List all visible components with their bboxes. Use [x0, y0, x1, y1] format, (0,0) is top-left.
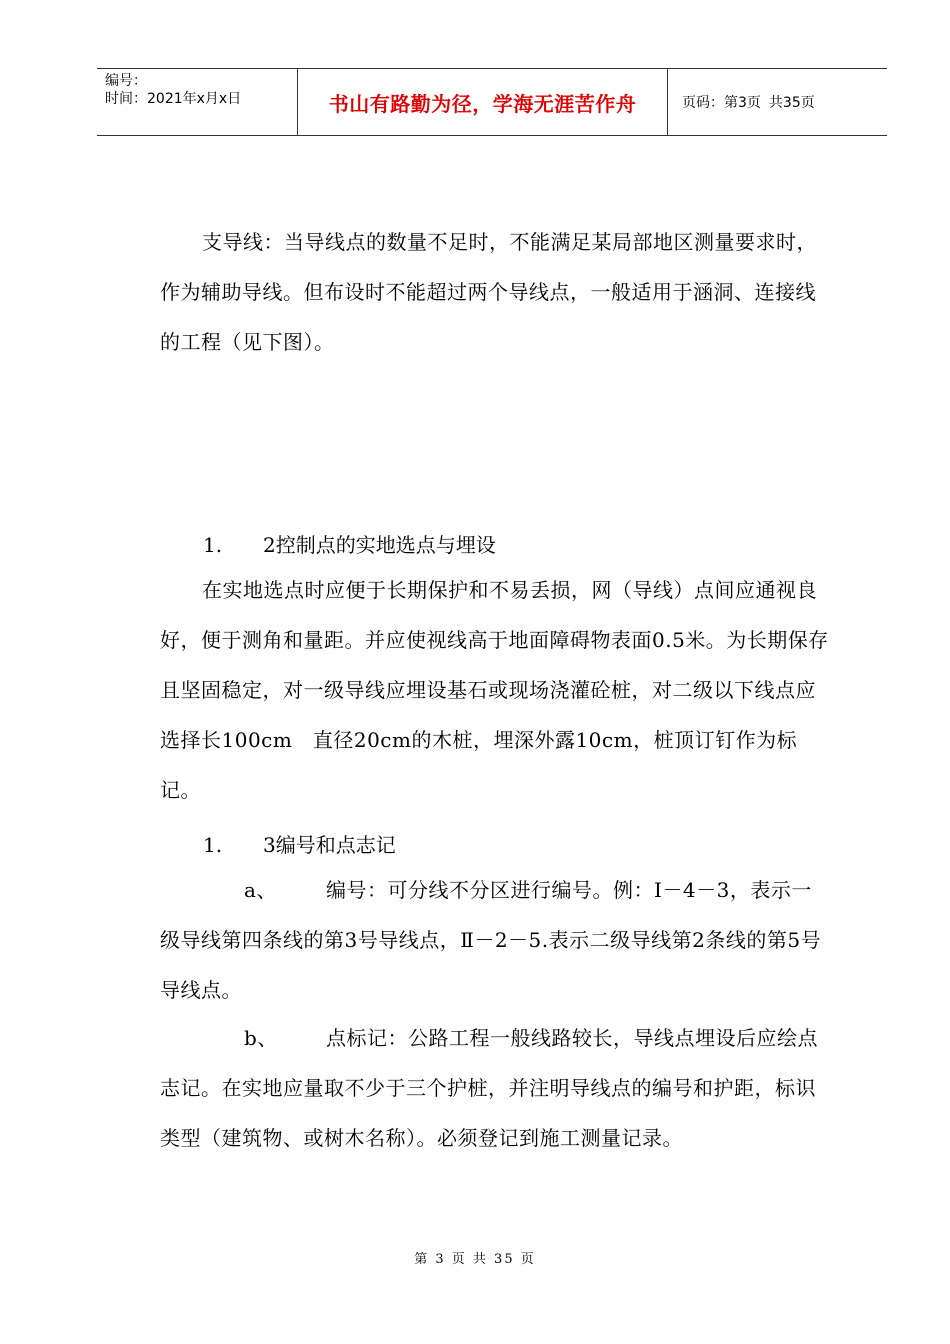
- list-item-a: [160, 865, 830, 1015]
- section-number: 1.: [203, 833, 223, 857]
- header-motto: 书山有路勤为径，学海无涯苦作舟: [298, 69, 668, 135]
- section-heading-1-3: [203, 829, 396, 858]
- section-title: 3编号和点志记: [263, 833, 396, 857]
- list-item-b: [160, 1013, 830, 1163]
- time-label: 时间：2021年x月x日: [105, 91, 242, 107]
- total-label: 共35页: [768, 95, 815, 111]
- header-meta: [97, 69, 298, 135]
- paragraph-branch-traverse: 支导线：当导线点的数量不足时，不能满足某局部地区测量要求时，作为辅助导线。但布设时不能超过两个导线点，一般适用于涵洞、连接线的工程（见下图）。: [160, 230, 817, 354]
- section-heading-1-2: [203, 529, 496, 558]
- header-page-info: [668, 69, 887, 135]
- number-label: 编号：: [105, 73, 147, 89]
- page-header: [97, 68, 887, 136]
- section-number: 1.: [203, 533, 223, 557]
- page-footer: 第 3 页 共 35 页: [414, 1252, 536, 1267]
- item-label: a、: [244, 878, 277, 902]
- item-label: b、: [244, 1026, 278, 1050]
- item-text: 编号：可分线不分区进行编号。例：Ⅰ－4－3，表示一级导线第四条线的第3号导线点，Ⅱ－2－5.表示二级导线第2条线的第5号导线点。: [160, 878, 822, 1002]
- paragraph-site-selection: 在实地选点时应便于长期保护和不易丢损，网（导线）点间应通视良好，便于测角和量距。并应使视线高于地面障碍物表面0.5米。为长期保存且坚固稳定，对一级导线应埋设基石或现场浇灌砼桩，对二级以下线点应选择长100cm 直径20cm的木桩，埋深外露10cm，桩顶订钉作为标记。: [160, 578, 829, 802]
- item-text: 点标记：公路工程一般线路较长，导线点埋设后应绘点志记。在实地应量取不少于三个护桩，并注明导线点的编号和护距，标识类型（建筑物、或树木名称）。必须登记到施工测量记录。: [160, 1026, 818, 1150]
- section-title: 2控制点的实地选点与埋设: [263, 533, 496, 557]
- page-label: 页码：第3页: [682, 95, 761, 111]
